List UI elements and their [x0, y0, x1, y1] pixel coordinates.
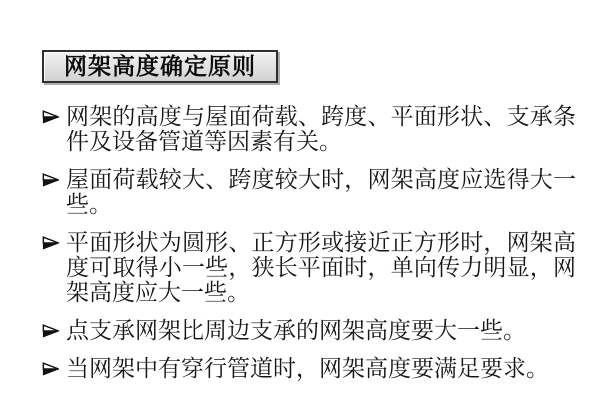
- bullet-text: 当网架中有穿行管道时，网架高度要满足要求。: [66, 355, 549, 381]
- bullet-item: [42, 318, 582, 343]
- bullet-item: [42, 356, 582, 381]
- bullet-item: [42, 167, 582, 217]
- slide-title-box: [42, 50, 278, 83]
- bullet-text: 屋面荷载较大、跨度较大时，网架高度应选得大一些。: [66, 166, 576, 217]
- bullet-item: [42, 104, 582, 154]
- three-d-right-arrowhead-icon: [42, 104, 66, 126]
- bullet-text: 网架的高度与屋面荷载、跨度、平面形状、支承条件及设备管道等因素有关。: [66, 103, 576, 154]
- three-d-right-arrowhead-icon: [42, 167, 66, 189]
- bullet-item: [42, 230, 582, 305]
- bullet-text: 点支承网架比周边支承的网架高度要大一些。: [66, 317, 526, 343]
- three-d-right-arrowhead-icon: [42, 356, 66, 378]
- bullet-text: 平面形状为圆形、正方形或接近正方形时，网架高度可取得小一些，狭长平面时，单向传力明显，网架高度应大一些。: [66, 229, 576, 305]
- slide-title: 网架高度确定原则: [64, 53, 256, 79]
- three-d-right-arrowhead-icon: [42, 318, 66, 340]
- three-d-right-arrowhead-icon: [42, 230, 66, 252]
- bullet-list: [42, 104, 582, 394]
